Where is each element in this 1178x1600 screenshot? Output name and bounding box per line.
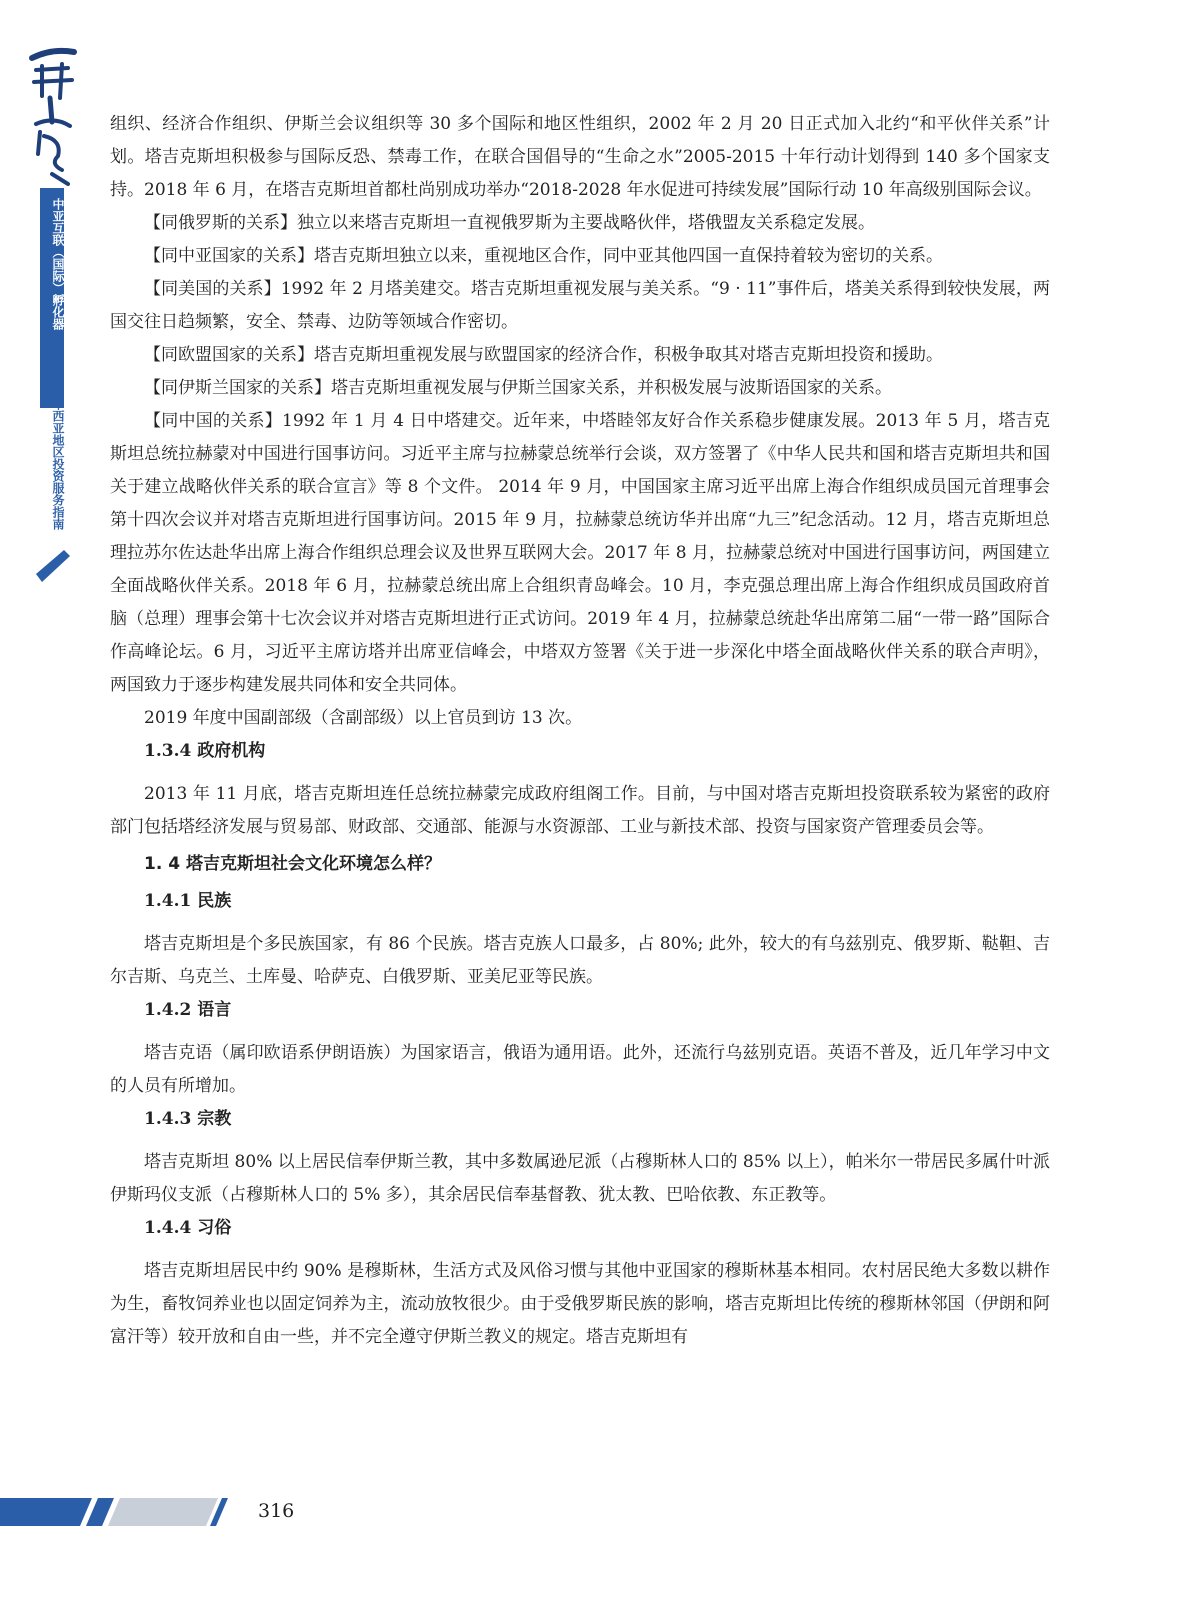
paragraph: 2013 年 11 月底，塔吉克斯坦连任总统拉赫蒙完成政府组阁工作。目前，与中国对塔吉克斯坦投资联系较为紧密的政府部门包括塔经济发展与贸易部、财政部、交通部、能源与水资源部、工业与新技术部、投资与国家资产管理委员会等。 (110, 784, 1050, 837)
paragraph: 【同欧盟国家的关系】塔吉克斯坦重视发展与欧盟国家的经济合作，积极争取其对塔吉克斯坦投资和援助。 (144, 345, 943, 365)
chapter-heading: 1. 4 塔吉克斯坦社会文化环境怎么样？ (144, 854, 441, 874)
paragraph: 2019 年度中国副部级（含副部级）以上官员到访 13 次。 (144, 708, 583, 728)
paragraph: 【同中亚国家的关系】塔吉克斯坦独立以来，重视地区合作，同中亚其他四国一直保持着较为密切的关系。 (144, 246, 943, 266)
page-body (110, 108, 1050, 1354)
section-heading: 1.3.4 政府机构 (144, 741, 266, 761)
section-heading: 1.4.1 民族 (144, 891, 232, 911)
paragraph: 【同美国的关系】1992 年 2 月塔美建交。塔吉克斯坦重视发展与美关系。“9 · 11”事件后，塔美关系得到较快发展，两国交往日趋频繁，安全、禁毒、边防等领域合作密切。 (110, 279, 1050, 332)
paragraph: 塔吉克斯坦是个多民族国家，有 86 个民族。塔吉克族人口最多，占 80%; 此外，较大的有乌兹别克、俄罗斯、鞑靼、吉尔吉斯、乌克兰、土库曼、哈萨克、白俄罗斯、亚美尼亚等民族。 (110, 934, 1050, 987)
series-title-top: 中亚互联（国际）孵化器 (51, 198, 65, 330)
page-number: 316 (258, 1500, 295, 1522)
paragraph: 【同伊斯兰国家的关系】塔吉克斯坦重视发展与伊斯兰国家关系，并积极发展与波斯语国家的关系。 (144, 378, 892, 398)
series-title-bottom: 中西亚地区投资服务指南 (51, 398, 65, 530)
section-heading: 1.4.2 语言 (144, 1000, 232, 1020)
paragraph: 【同俄罗斯的关系】独立以来塔吉克斯坦一直视俄罗斯为主要战略伙伴，塔俄盟友关系稳定发展。 (144, 213, 875, 233)
paragraph: 塔吉克斯坦居民中约 90% 是穆斯林，生活方式及风俗习惯与其他中亚国家的穆斯林基本相同。农村居民绝大多数以耕作为生，畜牧饲养业也以固定饲养为主，流动放牧很少。由于受俄罗斯民族的影响，塔吉克斯坦比传统的穆斯林邻国（伊朗和阿富汗等）较开放和自由一些，并不完全遵守伊斯兰教义的规定。塔吉克斯坦有 (110, 1261, 1050, 1347)
belt-road-logo-icon (22, 36, 82, 186)
section-heading: 1.4.3 宗教 (144, 1109, 232, 1129)
footer-stripes-icon (0, 1490, 240, 1530)
paragraph: 塔吉克语（属印欧语系伊朗语族）为国家语言，俄语为通用语。此外，还流行乌兹别克语。英语不普及，近几年学习中文的人员有所增加。 (110, 1043, 1050, 1096)
paragraph: 【同中国的关系】1992 年 1 月 4 日中塔建交。近年来，中塔睦邻友好合作关系稳步健康发展。2013 年 5 月，塔吉克斯坦总统拉赫蒙对中国进行国事访问。习近平主席与拉赫蒙总统举行会谈，双方签署了《中华人民共和国和塔吉克斯坦共和国关于建立战略伙伴关系的联合宣言》等 8 个文件。 2014 年 9 月，中国国家主席习近平出席上海合作组织成员国元首理事会第十四次会议并对塔吉克斯坦进行国事访问。2015 年 9 月，拉赫蒙总统访华并出席“九三”纪念活动。12 月，塔吉克斯坦总理拉苏尔佐达赴华出席上海合作组织总理会议及世界互联网大会。2017 年 8 月，拉赫蒙总统对中国进行国事访问，两国建立全面战略伙伴关系。2018 年 6 月，拉赫蒙总统出席上合组织青岛峰会。10 月，李克强总理出席上海合作组织成员国政府首脑（总理）理事会第十七次会议并对塔吉克斯坦进行正式访问。2019 年 4 月，拉赫蒙总统赴华出席第二届“一带一路”国际合作高峰论坛。6 月，习近平主席访塔并出席亚信峰会，中塔双方签署《关于进一步深化中塔全面战略伙伴关系的联合声明》，两国致力于逐步构建发展共同体和安全共同体。 (110, 411, 1050, 695)
paragraph: 组织、经济合作组织、伊斯兰会议组织等 30 多个国际和地区性组织，2002 年 2 月 20 日正式加入北约“和平伙伴关系”计划。塔吉克斯坦积极参与国际反恐、禁毒工作，在联合国倡导的“生命之水”2005-2015 十年行动计划得到 140 多个国家支持。2018 年 6 月，在塔吉克斯坦首都杜尚别成功举办“2018-2028 年水促进可持续发展”国际行动 10 年高级别国际会议。 (110, 114, 1050, 200)
sidebar-stripe-icon (36, 360, 76, 590)
section-heading: 1.4.4 习俗 (144, 1218, 232, 1238)
paragraph: 塔吉克斯坦 80% 以上居民信奉伊斯兰教，其中多数属逊尼派（占穆斯林人口的 85% 以上），帕米尔一带居民多属什叶派伊斯玛仪支派（占穆斯林人口的 5% 多），其余居民信奉基督教、犹太教、巴哈依教、东正教等。 (110, 1152, 1050, 1205)
